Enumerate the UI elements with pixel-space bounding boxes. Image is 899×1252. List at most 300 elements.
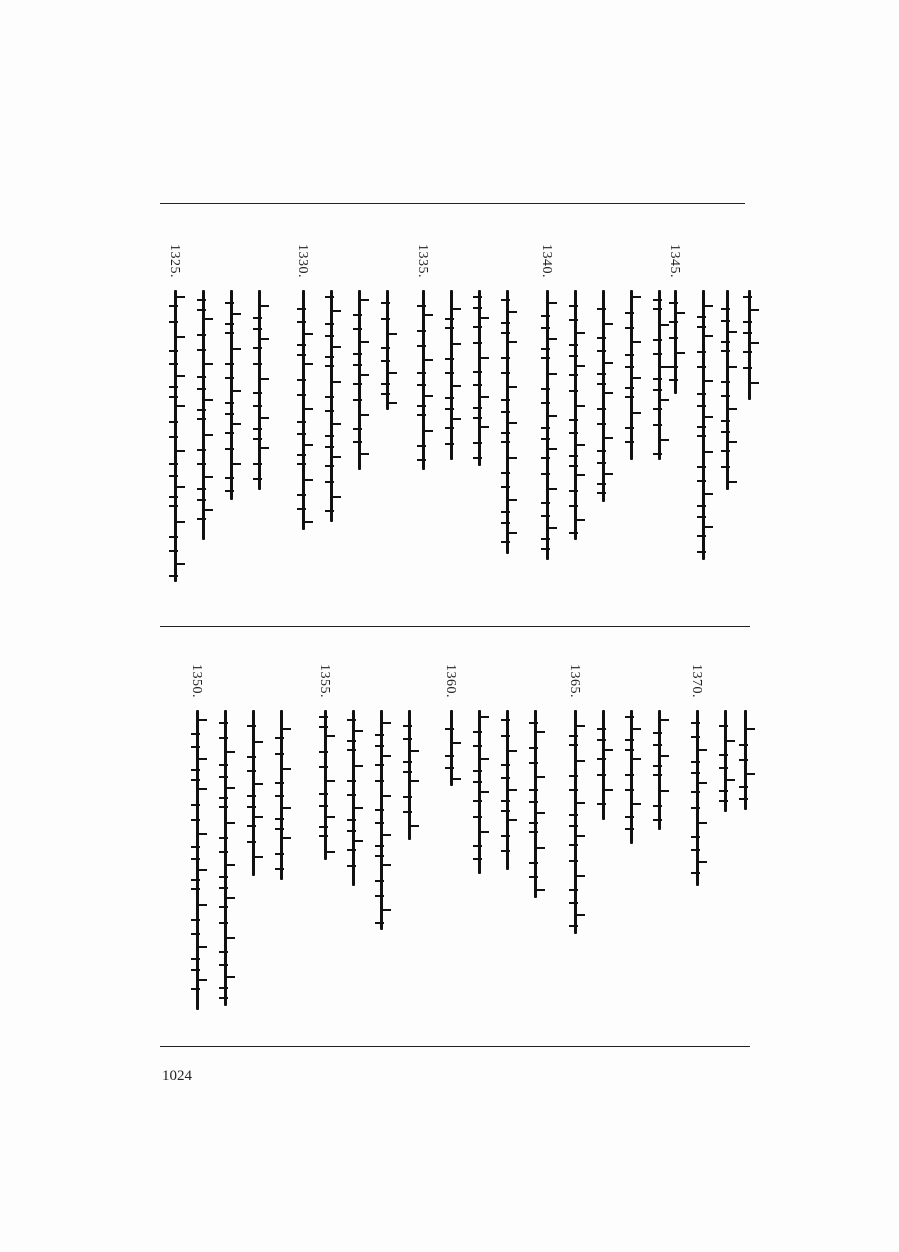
glyph-stroke — [226, 897, 235, 899]
glyph-stroke — [275, 853, 284, 855]
glyph-stroke — [569, 825, 578, 827]
glyph-stroke — [319, 793, 328, 795]
glyph-stroke — [297, 454, 306, 456]
glyph-stroke — [198, 979, 207, 981]
glyph-stroke — [548, 448, 557, 450]
glyph-stroke — [197, 449, 206, 451]
glyph-stroke — [501, 850, 510, 852]
glyph-stroke — [204, 399, 213, 401]
glyph-stroke — [569, 490, 578, 492]
glyph-stroke — [319, 805, 328, 807]
glyph-stroke — [410, 780, 419, 782]
glyph-stroke — [191, 919, 200, 921]
glyph-stroke — [347, 719, 356, 721]
glyph-stroke — [191, 969, 200, 971]
glyph-stroke — [445, 358, 454, 360]
glyph-stroke — [219, 851, 228, 853]
glyph-stroke — [253, 405, 262, 407]
glyph-stroke — [691, 791, 700, 793]
glyph-stroke — [597, 483, 606, 485]
glyph-stroke — [253, 363, 262, 365]
line-number: 1370. — [689, 664, 704, 698]
line-number: 1340. — [539, 244, 554, 278]
glyph-stroke — [750, 309, 759, 311]
glyph-stroke — [332, 310, 341, 312]
glyph-stroke — [569, 374, 578, 376]
glyph-stroke — [597, 350, 606, 352]
text-column — [436, 664, 466, 1024]
glyph-stroke — [569, 532, 578, 534]
glyph-stroke — [743, 351, 752, 353]
glyph-stroke — [473, 745, 482, 747]
glyph-stroke — [569, 455, 578, 457]
glyph-stroke — [297, 494, 306, 496]
glyph-stroke — [604, 323, 613, 325]
glyph-stroke — [669, 366, 678, 368]
glyph-stroke — [501, 322, 510, 324]
glyph-stroke — [198, 788, 207, 790]
glyph-stroke — [247, 825, 256, 827]
glyph-stroke — [576, 760, 585, 762]
glyph-stroke — [597, 758, 606, 760]
glyph-stroke — [226, 751, 235, 753]
glyph-stroke — [445, 755, 454, 757]
glyph-stroke — [501, 357, 510, 359]
glyph-stroke — [508, 750, 517, 752]
glyph-stroke — [219, 887, 228, 889]
glyph-stroke — [325, 396, 334, 398]
glyph-stroke — [254, 856, 263, 858]
mongolian-script-line — [192, 710, 204, 1010]
glyph-stroke — [247, 770, 256, 772]
glyph-stroke — [225, 413, 234, 415]
glyph-stroke — [445, 318, 454, 320]
glyph-stroke — [197, 418, 206, 420]
glyph-stroke — [225, 477, 234, 479]
mongolian-script-line — [692, 710, 704, 886]
glyph-stroke — [541, 348, 550, 350]
glyph-stroke — [304, 363, 313, 365]
glyph-stroke — [191, 933, 200, 935]
glyph-stroke — [176, 296, 185, 298]
glyph-stroke — [669, 321, 678, 323]
line-number: 1330. — [295, 244, 310, 278]
glyph-stroke — [548, 527, 557, 529]
glyph-stroke — [198, 946, 207, 948]
glyph-stroke — [176, 486, 185, 488]
mongolian-script-line — [474, 290, 486, 466]
glyph-stroke — [226, 822, 235, 824]
glyph-stroke — [508, 457, 517, 459]
text-column — [244, 244, 274, 594]
glyph-stroke — [473, 326, 482, 328]
glyph-stroke — [226, 787, 235, 789]
glyph-stroke — [282, 837, 291, 839]
glyph-stroke — [445, 397, 454, 399]
glyph-stroke — [247, 795, 256, 797]
glyph-stroke — [501, 372, 510, 374]
glyph-stroke — [332, 496, 341, 498]
glyph-stroke — [597, 803, 606, 805]
glyph-stroke — [501, 332, 510, 334]
glyph-stroke — [169, 496, 178, 498]
text-column — [310, 664, 340, 1024]
glyph-stroke — [304, 521, 313, 523]
glyph-stroke — [597, 462, 606, 464]
glyph-stroke — [697, 435, 706, 437]
glyph-stroke — [381, 393, 390, 395]
glyph-stroke — [169, 575, 178, 577]
glyph-stroke — [198, 758, 207, 760]
glyph-stroke — [604, 749, 613, 751]
glyph-stroke — [697, 405, 706, 407]
mongolian-script-line — [276, 710, 288, 880]
glyph-stroke — [473, 442, 482, 444]
glyph-stroke — [721, 350, 730, 352]
glyph-stroke — [410, 825, 419, 827]
glyph-stroke — [625, 312, 634, 314]
glyph-stroke — [260, 447, 269, 449]
line-number: 1355. — [317, 664, 332, 698]
glyph-stroke — [304, 479, 313, 481]
glyph-stroke — [375, 895, 384, 897]
glyph-stroke — [632, 341, 641, 343]
text-column — [492, 664, 522, 1024]
glyph-stroke — [197, 309, 206, 311]
text-column — [338, 664, 368, 1024]
glyph-stroke — [473, 816, 482, 818]
glyph-stroke — [332, 456, 341, 458]
glyph-stroke — [176, 563, 185, 565]
glyph-stroke — [332, 346, 341, 348]
glyph-stroke — [721, 320, 730, 322]
glyph-stroke — [743, 296, 752, 298]
glyph-stroke — [501, 719, 510, 721]
glyph-stroke — [597, 739, 606, 741]
glyph-stroke — [319, 826, 328, 828]
glyph-stroke — [473, 307, 482, 309]
glyph-stroke — [569, 775, 578, 777]
mongolian-script-line — [404, 710, 416, 840]
glyph-stroke — [325, 335, 334, 337]
mongolian-script-line — [320, 710, 332, 860]
glyph-stroke — [569, 319, 578, 321]
glyph-stroke — [219, 837, 228, 839]
glyph-stroke — [625, 441, 634, 443]
glyph-stroke — [297, 421, 306, 423]
glyph-stroke — [375, 734, 384, 736]
text-column — [288, 244, 318, 594]
upper-text-panel — [160, 244, 745, 594]
glyph-stroke — [529, 831, 538, 833]
glyph-stroke — [304, 333, 313, 335]
glyph-stroke — [604, 789, 613, 791]
glyph-stroke — [191, 733, 200, 735]
glyph-stroke — [198, 833, 207, 835]
middle-rule — [160, 626, 750, 627]
glyph-stroke — [653, 744, 662, 746]
glyph-stroke — [691, 872, 700, 874]
glyph-stroke — [548, 338, 557, 340]
glyph-stroke — [548, 488, 557, 490]
glyph-stroke — [253, 317, 262, 319]
mongolian-script-line — [326, 290, 338, 522]
glyph-stroke — [501, 399, 510, 401]
glyph-stroke — [319, 726, 328, 728]
glyph-stroke — [360, 299, 369, 301]
glyph-stroke — [739, 744, 748, 746]
glyph-stroke — [473, 800, 482, 802]
glyph-stroke — [403, 796, 412, 798]
glyph-stroke — [297, 508, 306, 510]
glyph-stroke — [632, 377, 641, 379]
glyph-stroke — [417, 405, 426, 407]
mongolian-script-line — [570, 290, 582, 540]
mongolian-script-line — [626, 290, 638, 460]
glyph-stroke — [541, 427, 550, 429]
glyph-stroke — [719, 767, 728, 769]
line-number: 1345. — [667, 244, 682, 278]
text-column — [316, 244, 346, 594]
text-column — [520, 664, 550, 1024]
glyph-stroke — [382, 755, 391, 757]
glyph-stroke — [691, 807, 700, 809]
glyph-stroke — [353, 428, 362, 430]
glyph-stroke — [597, 383, 606, 385]
glyph-stroke — [169, 305, 178, 307]
glyph-stroke — [219, 737, 228, 739]
glyph-stroke — [326, 780, 335, 782]
glyph-stroke — [529, 747, 538, 749]
text-column — [182, 664, 212, 1024]
mongolian-script-line — [740, 710, 752, 810]
glyph-stroke — [697, 535, 706, 537]
glyph-stroke — [382, 834, 391, 836]
glyph-stroke — [697, 366, 706, 368]
glyph-stroke — [691, 772, 700, 774]
glyph-stroke — [347, 819, 356, 821]
glyph-stroke — [191, 819, 200, 821]
glyph-stroke — [653, 774, 662, 776]
glyph-stroke — [604, 473, 613, 475]
glyph-stroke — [347, 749, 356, 751]
glyph-stroke — [480, 357, 489, 359]
text-column — [210, 664, 240, 1024]
glyph-stroke — [332, 423, 341, 425]
glyph-stroke — [445, 728, 454, 730]
glyph-stroke — [660, 719, 669, 721]
glyph-stroke — [569, 789, 578, 791]
glyph-stroke — [225, 323, 234, 325]
text-column — [660, 244, 690, 594]
glyph-stroke — [325, 435, 334, 437]
glyph-stroke — [381, 318, 390, 320]
glyph-stroke — [473, 296, 482, 298]
glyph-stroke — [676, 352, 685, 354]
text-column — [238, 664, 268, 1024]
glyph-stroke — [354, 730, 363, 732]
glyph-stroke — [697, 505, 706, 507]
glyph-stroke — [360, 374, 369, 376]
glyph-stroke — [597, 308, 606, 310]
glyph-stroke — [319, 766, 328, 768]
glyph-stroke — [721, 420, 730, 422]
line-number: 1365. — [567, 664, 582, 698]
mongolian-script-line — [502, 710, 514, 870]
glyph-stroke — [569, 305, 578, 307]
glyph-stroke — [375, 922, 384, 924]
glyph-stroke — [569, 432, 578, 434]
text-column — [560, 244, 590, 594]
text-column — [188, 244, 218, 594]
lower-text-panel — [160, 664, 750, 1024]
mongolian-script-line — [418, 290, 430, 470]
glyph-stroke — [721, 381, 730, 383]
glyph-stroke — [445, 372, 454, 374]
glyph-stroke — [304, 444, 313, 446]
glyph-stroke — [480, 716, 489, 718]
glyph-stroke — [204, 318, 213, 320]
glyph-stroke — [569, 889, 578, 891]
text-column — [160, 244, 190, 594]
glyph-stroke — [597, 774, 606, 776]
glyph-stroke — [375, 780, 384, 782]
glyph-stroke — [480, 791, 489, 793]
glyph-stroke — [424, 395, 433, 397]
glyph-stroke — [501, 411, 510, 413]
glyph-stroke — [452, 308, 461, 310]
glyph-stroke — [353, 399, 362, 401]
glyph-stroke — [721, 466, 730, 468]
glyph-stroke — [325, 365, 334, 367]
glyph-stroke — [381, 302, 390, 304]
glyph-stroke — [260, 417, 269, 419]
glyph-stroke — [508, 532, 517, 534]
glyph-stroke — [297, 344, 306, 346]
glyph-stroke — [653, 819, 662, 821]
glyph-stroke — [501, 472, 510, 474]
glyph-stroke — [169, 475, 178, 477]
glyph-stroke — [325, 481, 334, 483]
glyph-stroke — [569, 419, 578, 421]
glyph-stroke — [297, 394, 306, 396]
glyph-stroke — [541, 457, 550, 459]
glyph-stroke — [225, 377, 234, 379]
mongolian-script-line — [598, 710, 610, 820]
glyph-stroke — [541, 438, 550, 440]
glyph-stroke — [176, 336, 185, 338]
glyph-stroke — [275, 818, 284, 820]
mongolian-script-line — [446, 290, 458, 460]
mongolian-script-line — [254, 290, 266, 490]
glyph-stroke — [698, 861, 707, 863]
glyph-stroke — [743, 321, 752, 323]
mongolian-script-line — [382, 290, 394, 410]
glyph-stroke — [226, 864, 235, 866]
glyph-stroke — [669, 379, 678, 381]
glyph-stroke — [501, 486, 510, 488]
glyph-stroke — [253, 328, 262, 330]
page-number: 1024 — [162, 1068, 192, 1084]
glyph-stroke — [424, 314, 433, 316]
glyph-stroke — [353, 328, 362, 330]
glyph-stroke — [326, 735, 335, 737]
glyph-stroke — [604, 362, 613, 364]
text-column — [366, 664, 396, 1024]
glyph-stroke — [169, 463, 178, 465]
mongolian-script-line — [530, 710, 542, 898]
glyph-stroke — [721, 450, 730, 452]
glyph-stroke — [225, 302, 234, 304]
glyph-stroke — [653, 765, 662, 767]
glyph-stroke — [347, 740, 356, 742]
glyph-stroke — [743, 332, 752, 334]
glyph-stroke — [632, 758, 641, 760]
glyph-stroke — [226, 937, 235, 939]
glyph-stroke — [382, 909, 391, 911]
glyph-stroke — [232, 390, 241, 392]
mongolian-script-line — [502, 290, 514, 554]
glyph-stroke — [691, 836, 700, 838]
glyph-stroke — [536, 812, 545, 814]
text-column — [588, 664, 618, 1024]
glyph-stroke — [501, 441, 510, 443]
glyph-stroke — [191, 858, 200, 860]
glyph-stroke — [197, 349, 206, 351]
glyph-stroke — [225, 363, 234, 365]
glyph-stroke — [501, 835, 510, 837]
glyph-stroke — [625, 427, 634, 429]
glyph-stroke — [697, 426, 706, 428]
glyph-stroke — [247, 725, 256, 727]
glyph-stroke — [597, 373, 606, 375]
glyph-stroke — [569, 860, 578, 862]
glyph-stroke — [576, 519, 585, 521]
glyph-stroke — [375, 764, 384, 766]
glyph-stroke — [625, 739, 634, 741]
glyph-stroke — [319, 751, 328, 753]
glyph-stroke — [541, 538, 550, 540]
mongolian-script-line — [744, 290, 756, 400]
glyph-stroke — [275, 753, 284, 755]
glyph-stroke — [480, 426, 489, 428]
glyph-stroke — [660, 790, 669, 792]
glyph-stroke — [219, 987, 228, 989]
glyph-stroke — [382, 722, 391, 724]
glyph-stroke — [347, 780, 356, 782]
glyph-stroke — [597, 450, 606, 452]
glyph-stroke — [253, 347, 262, 349]
glyph-stroke — [719, 725, 728, 727]
glyph-stroke — [473, 770, 482, 772]
line-number: 1325. — [167, 244, 182, 278]
glyph-stroke — [360, 453, 369, 455]
glyph-stroke — [501, 541, 510, 543]
glyph-stroke — [452, 385, 461, 387]
text-column — [532, 244, 562, 594]
glyph-stroke — [529, 876, 538, 878]
glyph-stroke — [353, 314, 362, 316]
glyph-stroke — [480, 758, 489, 760]
glyph-stroke — [424, 430, 433, 432]
glyph-stroke — [569, 390, 578, 392]
glyph-stroke — [176, 375, 185, 377]
line-number: 1360. — [443, 664, 458, 698]
glyph-stroke — [541, 402, 550, 404]
glyph-stroke — [569, 505, 578, 507]
glyph-stroke — [325, 510, 334, 512]
mongolian-script-line — [542, 290, 554, 560]
